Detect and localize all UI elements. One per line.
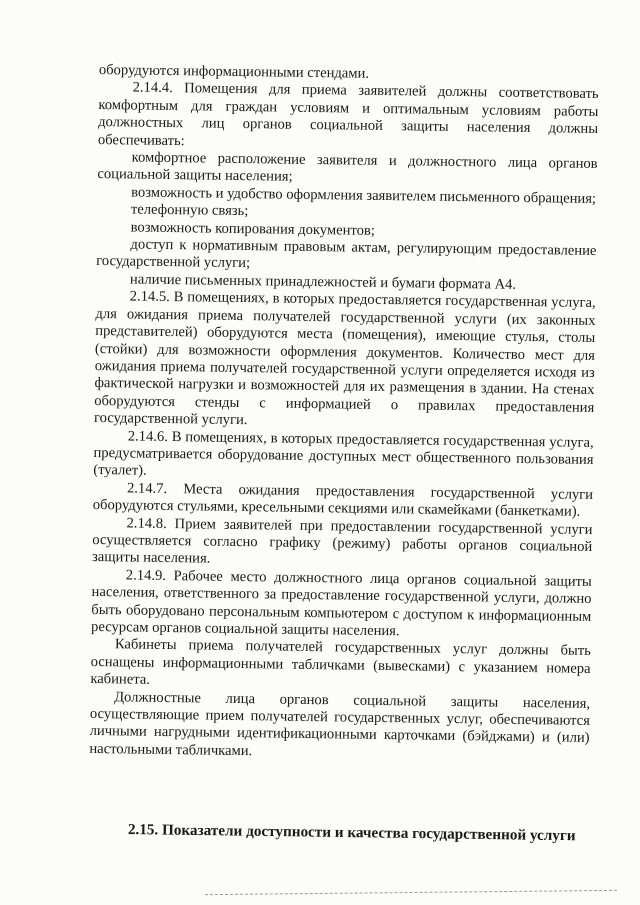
paragraph-2-14-7: 2.14.7. Места ожидания предоставления государственной услуги оборудуются стульями, кресельными секциями или скамейками (банкетками). — [92, 480, 594, 520]
list-item-phone: телефонную связь; — [130, 201, 249, 220]
document-body — [89, 62, 599, 765]
paragraph-2-14-9: 2.14.9. Рабочее место должностного лица органов социальной защиты населения, ответственного за предоставление государственной услуги, должно быть оборудовано персональным компьютером с доступом к информационным ресурсам органов социальной защиты населения. — [90, 567, 592, 640]
list-item-copying: возможность копирования документов; — [130, 219, 375, 239]
list-item-legal-acts: доступ к нормативным правовым актам, регулирующим предоставление государственной услуги; — [96, 236, 597, 272]
paragraph-officials: Должностные лица органов социальной защиты населения, осуществляющие прием получателей государственных услуг, обеспечиваются личными нагрудными идентификационными карточками (бэйджами) и (или) настольными табличками. — [89, 688, 591, 760]
paragraph-2-14-8: 2.14.8. Прием заявителей при предоставлении государственной услуги осуществляется согласно графику (режиму) работы органов социальной защиты населения. — [91, 514, 593, 567]
section-heading-2-15: 2.15. Показатели доступности и качества государственной услуги — [127, 821, 576, 845]
paragraph-cabinets: Кабинеты приема получателей государственных услуг должны быть оснащены информационными табличками (вывесками) с указанием номера кабинета. — [90, 636, 591, 688]
paragraph-2-14-5: 2.14.5. В помещениях, в которых предоставляется государственная услуга, для ожидания приема получателей государственной услуги (их законных представителей) оборудуются места (помещения), имеющие стулья, столы (стойки) для возможности оформления документов. Количество мест для ожидания приема получателей государственной услуги определяется исходя из фактической нагрузки и возможностей для их размещения в здании. На стенах оборудуются стенды с информацией о правилах предоставления государственной услуги. — [93, 288, 596, 429]
footer-divider — [205, 890, 617, 895]
list-item-writing: возможность и удобство оформления заявителем письменного обращения; — [131, 184, 597, 207]
paragraph-2-14-6: 2.14.6. В помещениях, в которых предоставляется государственная услуга, предусматривается оборудование доступных мест общественного пользования (туалет). — [93, 427, 594, 480]
paragraph-0: оборудуются информационными стендами. — [98, 62, 370, 82]
list-item-comfort: комфортное расположение заявителя и должностного лица органов социальной защиты населения; — [97, 149, 598, 186]
paragraph-2-14-4: 2.14.4. Помещения для приема заявителей должны соответствовать комфортным для граждан условиям и оптимальным условиям работы должностных лиц органов социальной защиты населения должны обеспечивать: — [97, 79, 599, 149]
list-item-stationery: наличие письменных принадлежностей и бумаги формата А4. — [129, 271, 517, 293]
